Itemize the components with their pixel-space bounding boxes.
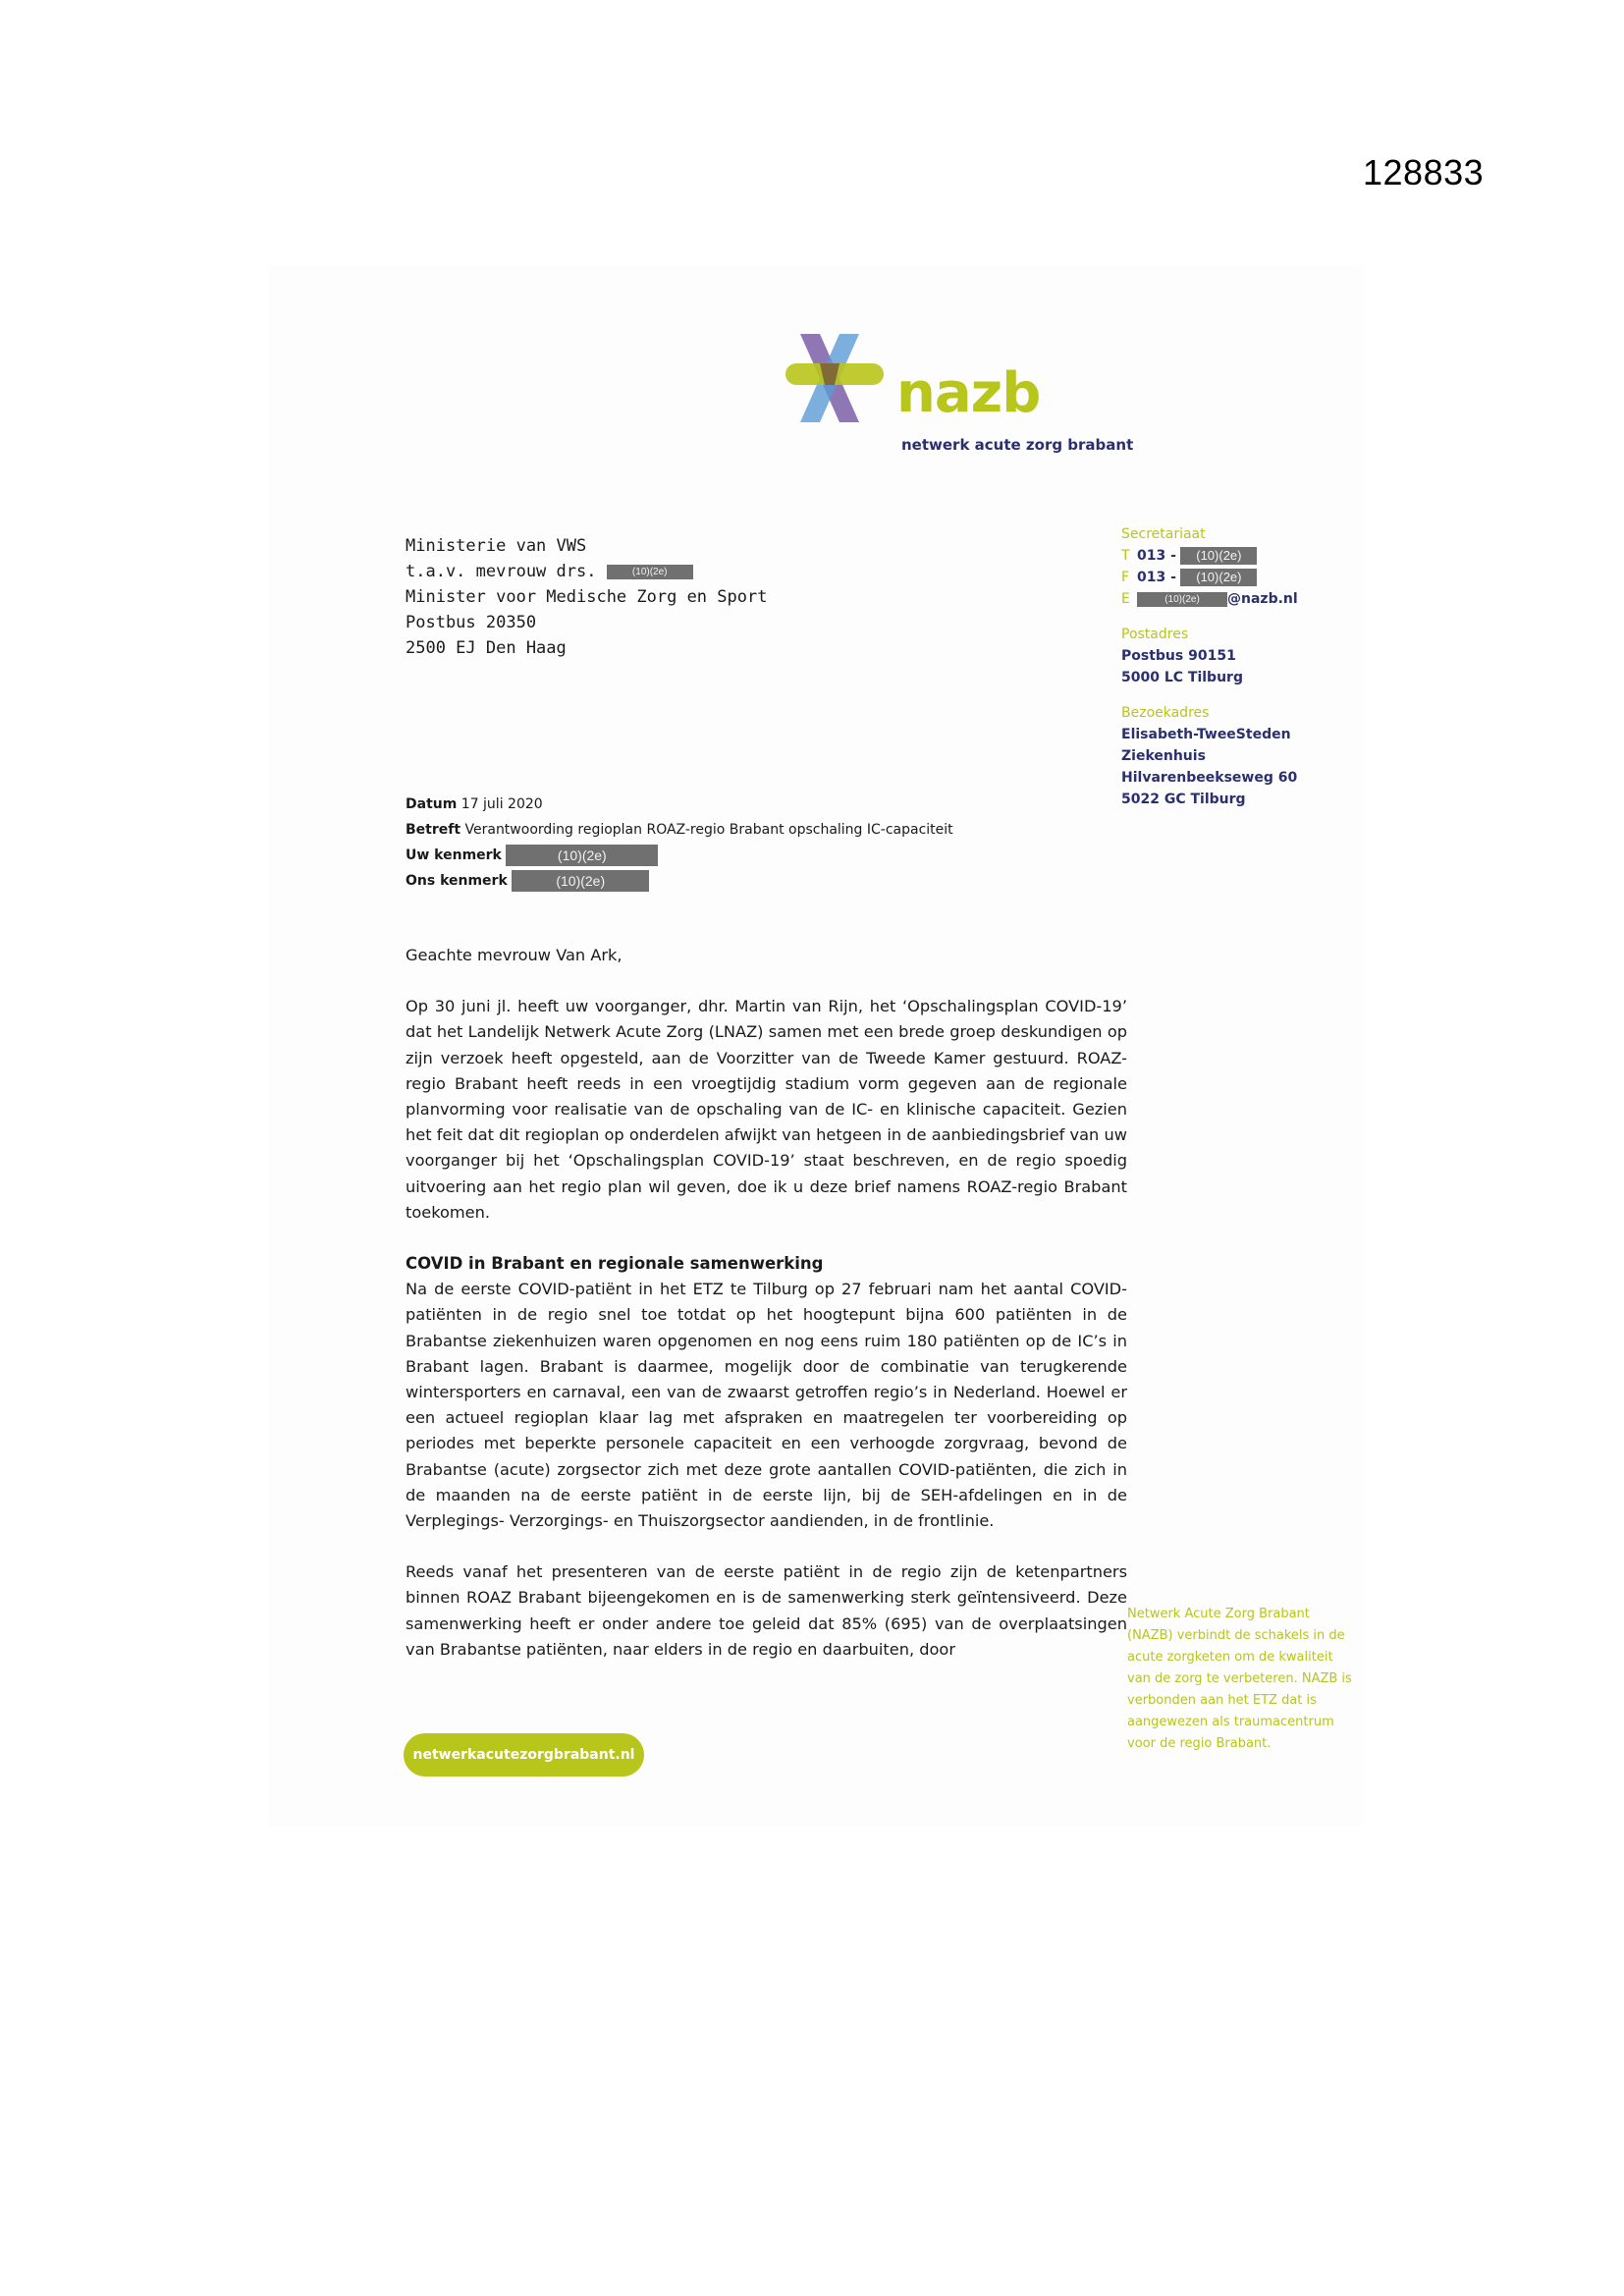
betreft-label: Betreft (406, 822, 461, 838)
redaction-box: (10)(2e) (607, 565, 693, 579)
fax-row (1121, 567, 1298, 588)
redaction-box: (10)(2e) (512, 870, 649, 892)
body-paragraph: Op 30 juni jl. heeft uw voorganger, dhr. Martin van Rijn, het ‘Opschalingsplan COVID-19’ dat het Landelijk Netwerk Acute Zorg (LNAZ) samen met een brede groep deskundigen op zijn verzoek heeft opgesteld, aan de Voorzitter van de Tweede Kamer gestuurd. ROAZ-regio Brabant heeft reeds in een vroegtijdig stadium vorm gegeven aan de regionale planvorming voor realisatie van de opschaling van de IC- en klinische capaciteit. Gezien het feit dat dit regioplan op onderdelen afwijkt van hetgeen in de aanbiedingsbrief van uw voorganger bij het ‘Opschalingsplan COVID-19’ staat beschreven, en de regio spoedig uitvoering aan het regio plan wil geven, doe ik u deze brief namens ROAZ-regio Brabant toekomen. (406, 997, 1127, 1222)
bezoekadres-line: 5022 GC Tilburg (1121, 792, 1246, 807)
secretariaat-group (1121, 523, 1298, 610)
website-link[interactable]: netwerkacutezorgbrabant.nl (404, 1733, 644, 1777)
address-line (406, 559, 767, 584)
bezoekadres-label: Bezoekadres (1121, 705, 1210, 721)
redaction-box: (10)(2e) (506, 845, 658, 866)
postadres-group (1121, 624, 1298, 688)
document-number: 128833 (1363, 152, 1485, 192)
fax-prefix: F (1121, 570, 1130, 585)
salutation: Geachte mevrouw Van Ark, (406, 946, 623, 964)
redaction-box: (10)(2e) (1180, 547, 1257, 565)
address-line-text: t.a.v. mevrouw drs. (406, 562, 597, 581)
fax-value: 013 - (1137, 570, 1176, 585)
logo-wordmark: nazb (896, 361, 1041, 425)
bezoekadres-line: Ziekenhuis (1121, 748, 1206, 764)
datum-label: Datum (406, 796, 458, 812)
bezoekadres-line: Hilvarenbeekseweg 60 (1121, 770, 1298, 786)
letter-body (406, 943, 1127, 1688)
betreft-value: Verantwoording regioplan ROAZ-regio Brabant opschaling IC-capaciteit (464, 822, 953, 838)
bezoekadres-group (1121, 702, 1298, 810)
phone-value: 013 - (1137, 548, 1176, 564)
datum-row (406, 792, 953, 817)
betreft-row (406, 817, 953, 843)
datum-value: 17 juli 2020 (460, 796, 543, 812)
secretariaat-label: Secretariaat (1121, 526, 1206, 542)
organisation-note: Netwerk Acute Zorg Brabant (NAZB) verbindt de schakels in de acute zorgketen om de kwaliteit van de zorg te verbeteren. NAZB is verbonden aan het ETZ dat is aangewezen als traumacentrum voor de regio Brabant. (1127, 1607, 1352, 1751)
email-suffix: @nazb.nl (1227, 591, 1298, 607)
recipient-address (406, 533, 767, 661)
postadres-label: Postadres (1121, 627, 1189, 642)
phone-row (1121, 545, 1298, 567)
contact-column (1121, 523, 1298, 824)
body-paragraph: Reeds vanaf het presenteren van de eerste patiënt in de regio zijn de ketenpartners binnen ROAZ Brabant bijeengekomen en is de samenwerking sterk geïntensiveerd. Deze samenwerking heeft er onder andere toe geleid dat 85% (695) van de overplaatsingen van Brabantse patiënten, naar elders in de regio en daarbuiten, door (406, 1562, 1127, 1659)
email-row (1121, 588, 1298, 610)
nazb-logo-mark-icon (781, 324, 898, 432)
uw-kenmerk-row (406, 843, 953, 868)
logo-tagline: netwerk acute zorg brabant (901, 436, 1134, 454)
address-line: Ministerie van VWS (406, 536, 587, 556)
phone-prefix: T (1121, 548, 1130, 564)
email-prefix: E (1121, 591, 1130, 607)
address-line: 2500 EJ Den Haag (406, 638, 567, 658)
body-paragraph: Na de eerste COVID-patiënt in het ETZ te Tilburg op 27 februari nam het aantal COVID-patiënten in de regio snel toe totdat op het hoogtepunt bijna 600 patiënten in de Brabantse ziekenhuizen waren opgenomen en nog eens ruim 180 patiënten op de IC’s in Brabant lagen. Brabant is daarmee, mogelijk door de combinatie van terugkerende wintersporters en carnaval, een van de zwaarst getroffen regio’s in Nederland. Hoewel er een actueel regioplan klaar lag met afspraken en maatregelen ter voorbereiding op periodes met beperkte personele capaciteit en een verhoogde zorgvraag, bevond de Brabantse (acute) zorgsector zich met deze grote aantallen COVID-patiënten, die zich in de maanden na de eerste patiënt in de eerste lijn, bij de SEH-afdelingen en in de Verplegings- Verzorgings- en Thuiszorgsector aandienden, in de frontlinie. (406, 1280, 1127, 1531)
uw-kenmerk-label: Uw kenmerk (406, 847, 502, 863)
postadres-line: Postbus 90151 (1121, 648, 1236, 664)
postadres-line: 5000 LC Tilburg (1121, 670, 1243, 685)
redaction-box: (10)(2e) (1180, 569, 1257, 586)
section-heading: COVID in Brabant en regionale samenwerking (406, 1254, 824, 1274)
ons-kenmerk-label: Ons kenmerk (406, 873, 508, 889)
redaction-box: (10)(2e) (1137, 592, 1227, 607)
nazb-logo (781, 324, 1134, 462)
address-line: Minister voor Medische Zorg en Sport (406, 587, 768, 607)
bezoekadres-line: Elisabeth-TweeSteden (1121, 727, 1291, 742)
address-line: Postbus 20350 (406, 613, 537, 632)
ons-kenmerk-row (406, 868, 953, 894)
letter-meta (406, 792, 953, 894)
